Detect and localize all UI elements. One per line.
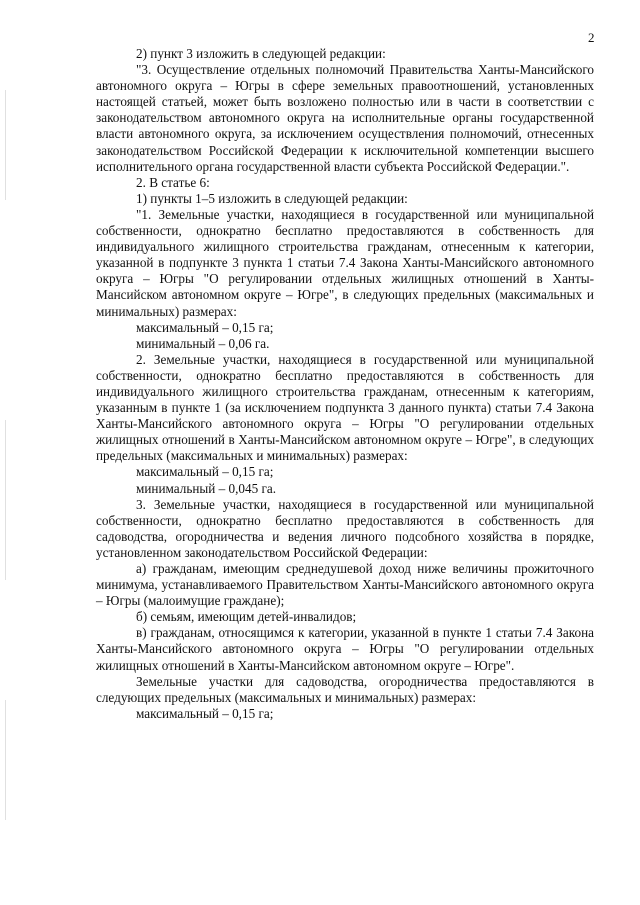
paragraph-point-1: "1. Земельные участки, находящиеся в государственной или муниципальной собственности, однократно бесплатно предоставляются в собственность для индивидуального жилищного строительства гражданам, отнесенным к категории, указанной в подпункте 3 пункта 1 статьи 7.4 Закона Ханты-Мансийского автономного округа – Югры "О регулировании отдельных жилищных отношений в Ханты-Мансийском автономном округе – Югре", в следующих предельных (максимальных и минимальных) размерах: [96, 206, 594, 319]
paragraph-min-size: минимальный – 0,06 га. [136, 335, 270, 351]
paragraph-garden-sizes: Земельные участки для садоводства, огородничества предоставляются в следующих предельных (максимальных и минимальных) размерах: [96, 673, 594, 705]
paragraph-article-6-heading: 2. В статье 6: [136, 174, 210, 190]
paragraph-subitem-v: в) гражданам, относящимся к категории, указанной в пункте 1 статьи 7.4 Закона Ханты-Мансийского автономного округа – Югры "О регулировании отдельных жилищных отношений в Ханты-Мансийском автономном округе – Югре". [96, 625, 594, 673]
paragraph-point-2: 2. Земельные участки, находящиеся в государственной или муниципальной собственности, однократно бесплатно предоставляются в собственность для индивидуального жилищного строительства гражданам, отнесенным к категориям, указанным в пункте 1 (за исключением подпункта 3 данного пункта) статьи 7.4 Закона Ханты-Мансийского автономного округа – Югры "О регулировании отдельных жилищных отношений в Ханты-Мансийском автономном округе – Югре", в следующих предельных (максимальных и минимальных) размерах: [96, 351, 594, 464]
paragraph-point-3: 3. Земельные участки, находящиеся в государственной или муниципальной собственности, однократно бесплатно предоставляются в собственность для садоводства, огородничества и ведения личного подсобного хозяйства в порядке, установленном законодательством Российской Федерации: [96, 496, 594, 560]
scan-edge-mark [5, 90, 6, 200]
paragraph-min-size: минимальный – 0,045 га. [136, 480, 277, 496]
paragraph-max-size: максимальный – 0,15 га; [136, 464, 274, 480]
page-number: 2 [588, 30, 595, 45]
paragraph-max-size: максимальный – 0,15 га; [136, 705, 274, 721]
scan-edge-mark [5, 700, 6, 820]
paragraph-max-size: максимальный – 0,15 га; [136, 319, 274, 335]
scan-edge-mark [5, 420, 6, 580]
paragraph-item-1: 1) пункты 1–5 изложить в следующей редакции: [136, 190, 408, 206]
paragraph-subitem-b: б) семьям, имеющим детей-инвалидов; [136, 609, 357, 625]
paragraph-item-2: 2) пункт 3 изложить в следующей редакции: [136, 46, 386, 61]
document-body [96, 46, 594, 722]
paragraph-subitem-a: а) гражданам, имеющим среднедушевой доход ниже величины прожиточного минимума, устанавливаемого Правительством Ханты-Мансийского автономного округа – Югры (малоимущие граждане); [96, 561, 594, 609]
paragraph-point-3-text: "3. Осуществление отдельных полномочий Правительства Ханты-Мансийского автономного округа – Югры в сфере земельных правоотношений, установленных настоящей статьей, может быть возложено полностью или в части в соответствии с законодательством автономного округа на исполнительные органы государственной власти автономного округа, за исключением осуществления полномочий, отнесенных законодательством Российской Федерации к исключительной компетенции высшего исполнительного органа государственной власти субъекта Российской Федерации.". [96, 62, 594, 174]
